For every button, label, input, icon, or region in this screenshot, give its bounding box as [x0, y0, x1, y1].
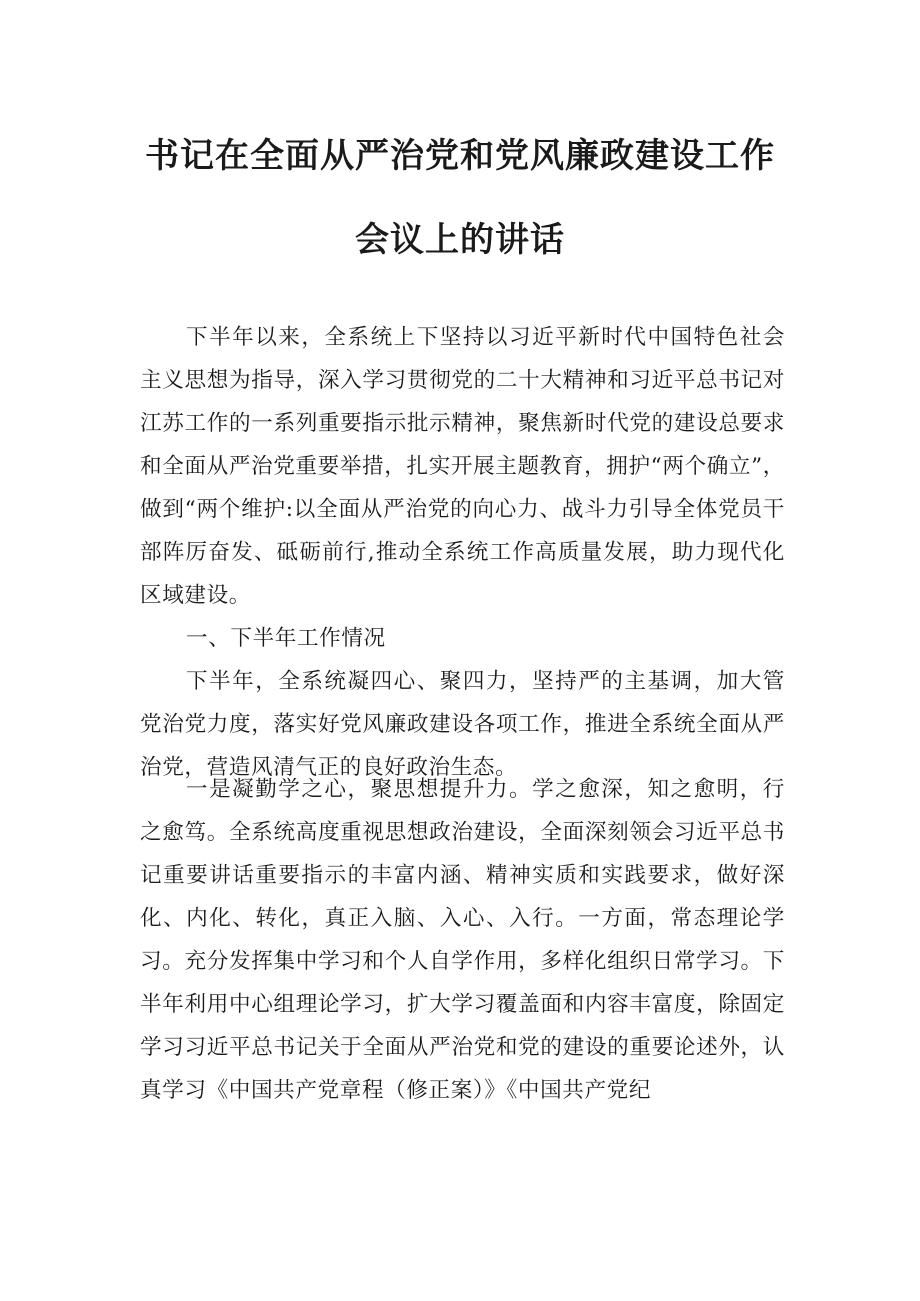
section-heading: 一、下半年工作情况 [186, 626, 386, 651]
document-title-line-2: 会议上的讲话 [355, 220, 565, 260]
paragraph-study: 一是凝勤学之心，聚思想提升力。学之愈深，知之愈明，行之愈笃。全系统高度重视思想政治建设，全面深刻领会习近平总书记重要讲话重要指示的丰富内涵、精神实质和实践要求，做好深化、内化、转化，真正入脑、入心、入行。一方面，常态理论学习。充分发挥集中学习和个人自学作用，多样化组织日常学习。下半年利用中心组理论学习，扩大学习覆盖面和内容丰富度，除固定学习习近平总书记关于全面从严治党和党的建设的重要论述外，认真学习《中国共产党章程（修正案）》《中国共产党纪 [140, 777, 785, 1103]
paragraph-overview: 下半年，全系统凝四心、聚四力，坚持严的主基调，加大管党治党力度，落实好党风廉政建设各项工作，推进全系统全面从严治党，营造风清气正的良好政治生态。 [140, 669, 785, 780]
paragraph-intro: 下半年以来，全系统上下坚持以习近平新时代中国特色社会主义思想为指导，深入学习贯彻党的二十大精神和习近平总书记对江苏工作的一系列重要指示批示精神，聚焦新时代党的建设总要求和全面从严治党重要举措，扎实开展主题教育，拥护“两个确立”，做到“两个维护:以全面从严治党的向心力、战斗力引导全体党员干部阵厉奋发、砥砺前行,推动全系统工作高质量发展，助力现代化区域建设。 [140, 325, 785, 608]
document-title-line-1: 书记在全面从严治党和党风廉政建设工作 [145, 136, 775, 176]
